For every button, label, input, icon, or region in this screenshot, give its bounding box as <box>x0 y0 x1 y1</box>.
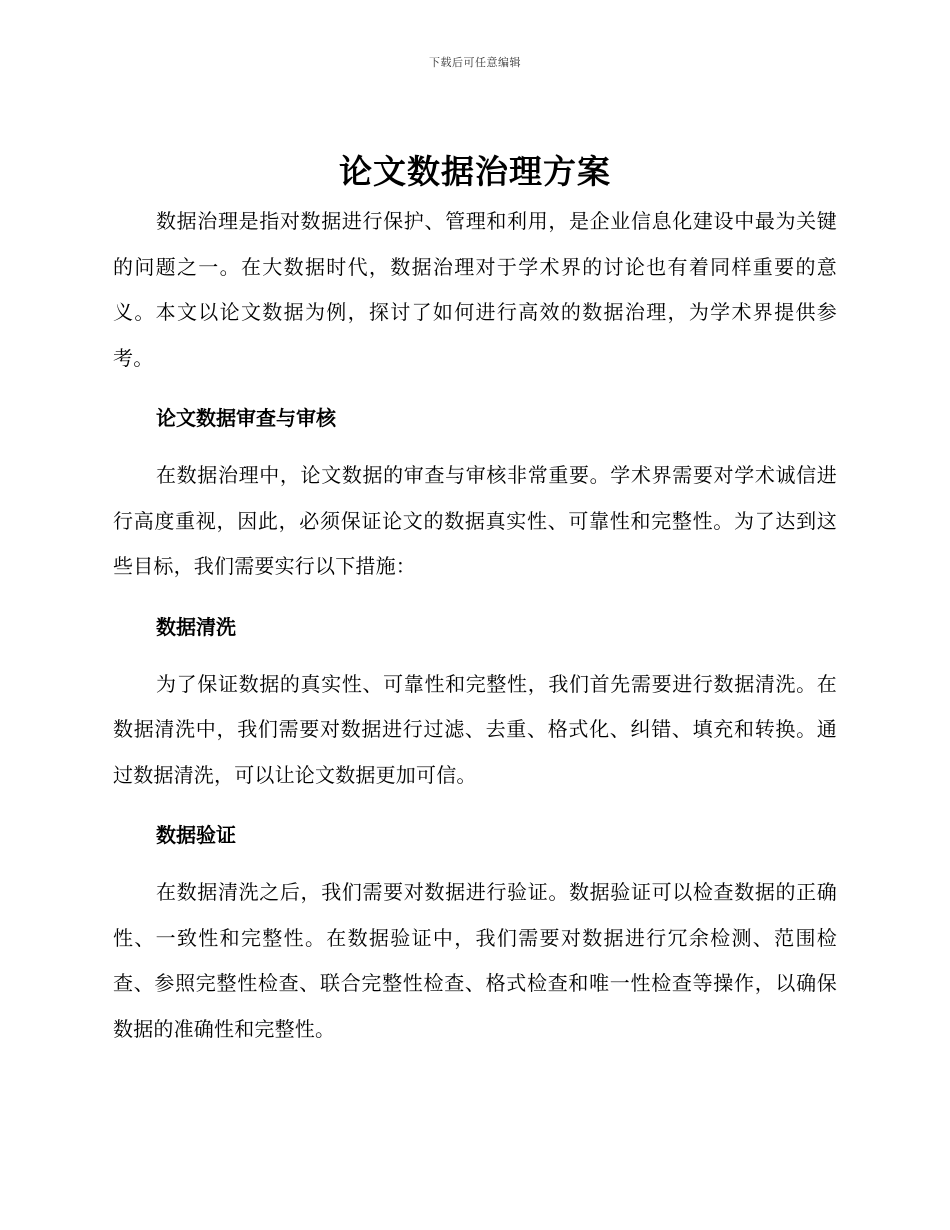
header-note: 下载后可任意编辑 <box>429 56 521 69</box>
document-title: 论文数据治理方案 <box>339 152 611 191</box>
section-heading-validation: 数据验证 <box>156 823 236 847</box>
section-paragraph-cleaning: 为了保证数据的真实性、可靠性和完整性，我们首先需要进行数据清洗。在数据清洗中，我们需要对数据进行过滤、去重、格式化、纠错、填充和转换。通过数据清洗，可以让论文数据更加可信。 <box>113 671 837 787</box>
intro-paragraph: 数据治理是指对数据进行保护、管理和利用，是企业信息化建设中最为关键的问题之一。在大数据时代，数据治理对于学术界的讨论也有着同样重要的意义。本文以论文数据为例，探讨了如何进行高效的数据治理，为学术界提供参考。 <box>113 209 837 370</box>
section-heading-review: 论文数据审查与审核 <box>156 406 336 430</box>
section-paragraph-validation: 在数据清洗之后，我们需要对数据进行验证。数据验证可以检查数据的正确性、一致性和完整性。在数据验证中，我们需要对数据进行冗余检测、范围检查、参照完整性检查、联合完整性检查、格式检查和唯一性检查等操作，以确保数据的准确性和完整性。 <box>113 880 837 1041</box>
section-paragraph-review: 在数据治理中，论文数据的审查与审核非常重要。学术界需要对学术诚信进行高度重视，因此，必须保证论文的数据真实性、可靠性和完整性。为了达到这些目标，我们需要实行以下措施： <box>113 463 837 578</box>
section-heading-cleaning: 数据清洗 <box>156 614 236 639</box>
document-body <box>113 199 837 1052</box>
